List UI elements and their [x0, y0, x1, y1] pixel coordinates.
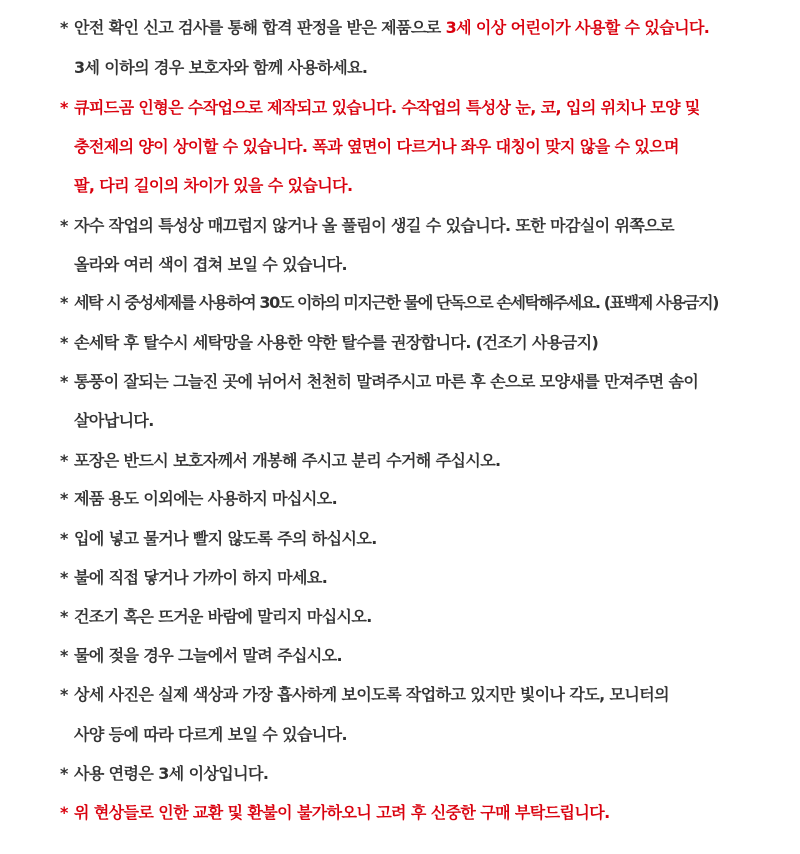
bullet-mark: *	[60, 451, 68, 470]
notice-text: 사양 등에 따라 다르게 보일 수 있습니다.	[74, 725, 347, 744]
notice-line	[60, 763, 268, 785]
bullet-mark: *	[60, 646, 68, 665]
notice-line	[60, 371, 698, 393]
bullet-mark: *	[60, 803, 68, 822]
notice-line	[74, 410, 154, 432]
notice-line	[60, 97, 700, 119]
notice-text: 제품 용도 이외에는 사용하지 마십시오.	[74, 489, 338, 508]
notice-highlight: 3세 이상 어린이가 사용할 수 있습니다.	[445, 18, 710, 37]
notice-line	[60, 332, 598, 354]
bullet-mark: *	[60, 529, 68, 548]
notice-line	[74, 175, 352, 197]
bullet-mark: *	[60, 216, 68, 235]
notice-line	[60, 292, 718, 314]
notice-text: 자수 작업의 특성상 매끄럽지 않거나 올 풀림이 생길 수 있습니다. 또한 마감실이 위쪽으로	[74, 216, 674, 235]
notice-text: 위 현상들로 인한 교환 및 환불이 불가하오니 고려 후 신중한 구매 부탁드립니다.	[74, 803, 610, 822]
notice-line	[60, 567, 327, 589]
notice-text: 상세 사진은 실제 색상과 가장 흡사하게 보이도록 작업하고 있지만 빛이나 각도, 모니터의	[74, 685, 669, 704]
notice-text: 안전 확인 신고 검사를 통해 합격 판정을 받은 제품으로	[74, 18, 446, 37]
notice-text: 충전제의 양이 상이할 수 있습니다. 폭과 옆면이 다르거나 좌우 대칭이 맞지 않을 수 있으며	[74, 137, 679, 156]
notice-line	[60, 450, 501, 472]
notice-text: 포장은 반드시 보호자께서 개봉해 주시고 분리 수거해 주십시오.	[74, 451, 501, 470]
bullet-mark: *	[60, 293, 67, 312]
notice-text: 올라와 여러 색이 겹쳐 보일 수 있습니다.	[74, 255, 347, 274]
bullet-mark: *	[60, 764, 68, 783]
notice-line	[60, 488, 337, 510]
notice-line	[74, 724, 347, 746]
notice-line	[60, 606, 372, 628]
bullet-mark: *	[60, 607, 68, 626]
notice-line	[60, 645, 342, 667]
notice-line	[60, 17, 709, 39]
notice-text: 큐피드곰 인형은 수작업으로 제작되고 있습니다. 수작업의 특성상 눈, 코, 입의 위치나 모양 및	[74, 98, 700, 117]
notice-line	[60, 528, 377, 550]
notice-text: 통풍이 잘되는 그늘진 곳에 뉘어서 천천히 말려주시고 마른 후 손으로 모양새를 만져주면 솜이	[74, 372, 699, 391]
notice-text: 사용 연령은 3세 이상입니다.	[74, 764, 269, 783]
notice-line	[60, 684, 669, 706]
notice-text: 손세탁 후 탈수시 세탁망을 사용한 약한 탈수를 권장합니다. (건조기 사용금지)	[74, 333, 599, 352]
notice-line	[60, 215, 674, 237]
notice-line	[60, 802, 610, 824]
notice-text: 건조기 혹은 뜨거운 바람에 말리지 마십시오.	[74, 607, 372, 626]
notice-text: 세탁 시 중성세제를 사용하여 30도 이하의 미지근한 물에 단독으로 손세탁해주세요. (표백제 사용금지)	[74, 293, 719, 312]
notice-text: 팔, 다리 길이의 차이가 있을 수 있습니다.	[74, 176, 353, 195]
notice-text: 불에 직접 닿거나 가까이 하지 마세요.	[74, 568, 328, 587]
notice-line	[74, 57, 367, 79]
notice-text: 입에 넣고 물거나 빨지 않도록 주의 하십시오.	[74, 529, 377, 548]
bullet-mark: *	[60, 333, 68, 352]
bullet-mark: *	[60, 568, 68, 587]
bullet-mark: *	[60, 489, 68, 508]
bullet-mark: *	[60, 685, 68, 704]
notice-text: 물에 젖을 경우 그늘에서 말려 주십시오.	[74, 646, 343, 665]
notice-line	[74, 254, 347, 276]
bullet-mark: *	[60, 372, 68, 391]
notice-line	[74, 136, 679, 158]
bullet-mark: *	[60, 98, 68, 117]
notice-text: 3세 이하의 경우 보호자와 함께 사용하세요.	[74, 58, 368, 77]
bullet-mark: *	[60, 18, 68, 37]
notice-text: 살아납니다.	[74, 411, 154, 430]
